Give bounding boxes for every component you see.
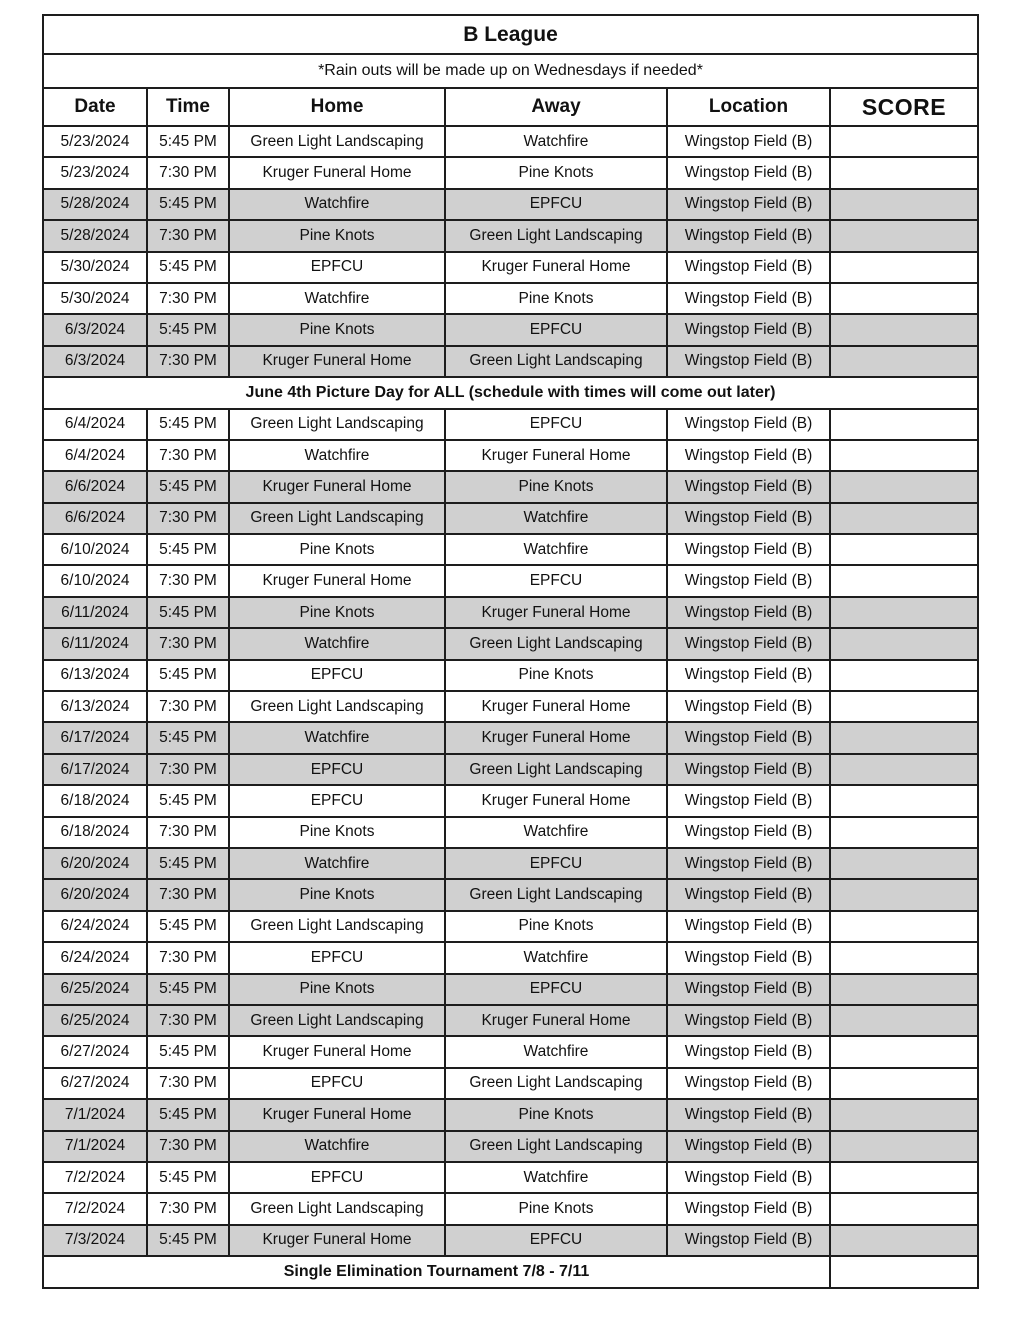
home-cell: Green Light Landscaping (229, 126, 445, 157)
game-row (43, 1036, 978, 1067)
home-cell: Green Light Landscaping (229, 911, 445, 942)
score-cell (830, 754, 978, 785)
away-cell: Pine Knots (445, 157, 667, 188)
away-cell: Watchfire (445, 1162, 667, 1193)
date-cell: 6/11/2024 (43, 628, 147, 659)
time-cell: 7:30 PM (147, 220, 229, 251)
tournament-row (43, 1256, 978, 1288)
title-row (43, 15, 978, 54)
time-cell: 7:30 PM (147, 1131, 229, 1162)
game-row (43, 1225, 978, 1256)
time-cell: 7:30 PM (147, 942, 229, 973)
game-row (43, 597, 978, 628)
location-cell: Wingstop Field (B) (667, 597, 830, 628)
subtitle-row (43, 54, 978, 88)
score-cell (830, 691, 978, 722)
time-cell: 7:30 PM (147, 628, 229, 659)
picture-day-row (43, 377, 978, 408)
home-cell: Watchfire (229, 440, 445, 471)
home-cell: Pine Knots (229, 597, 445, 628)
date-cell: 6/25/2024 (43, 1005, 147, 1036)
time-cell: 7:30 PM (147, 440, 229, 471)
score-cell (830, 817, 978, 848)
location-cell: Wingstop Field (B) (667, 565, 830, 596)
away-cell: EPFCU (445, 409, 667, 440)
away-cell: Pine Knots (445, 283, 667, 314)
location-cell: Wingstop Field (B) (667, 691, 830, 722)
game-row (43, 1099, 978, 1130)
time-cell: 7:30 PM (147, 283, 229, 314)
location-cell: Wingstop Field (B) (667, 879, 830, 910)
score-cell (830, 565, 978, 596)
away-cell: Watchfire (445, 1036, 667, 1067)
time-cell: 7:30 PM (147, 565, 229, 596)
away-cell: Kruger Funeral Home (445, 691, 667, 722)
time-cell: 5:45 PM (147, 785, 229, 816)
date-cell: 7/1/2024 (43, 1099, 147, 1130)
location-cell: Wingstop Field (B) (667, 1225, 830, 1256)
tournament-score-cell (830, 1256, 978, 1288)
location-cell: Wingstop Field (B) (667, 346, 830, 377)
game-row (43, 942, 978, 973)
time-cell: 5:45 PM (147, 1036, 229, 1067)
game-row (43, 189, 978, 220)
score-cell (830, 157, 978, 188)
game-row (43, 1162, 978, 1193)
location-cell: Wingstop Field (B) (667, 503, 830, 534)
away-cell: EPFCU (445, 974, 667, 1005)
date-cell: 6/20/2024 (43, 848, 147, 879)
game-row (43, 409, 978, 440)
date-cell: 6/13/2024 (43, 660, 147, 691)
away-cell: Kruger Funeral Home (445, 785, 667, 816)
column-header-date: Date (43, 88, 147, 126)
score-cell (830, 1162, 978, 1193)
game-row (43, 283, 978, 314)
time-cell: 7:30 PM (147, 157, 229, 188)
time-cell: 5:45 PM (147, 126, 229, 157)
location-cell: Wingstop Field (B) (667, 157, 830, 188)
rainout-note: *Rain outs will be made up on Wednesdays if needed* (43, 54, 978, 88)
date-cell: 7/3/2024 (43, 1225, 147, 1256)
date-cell: 5/23/2024 (43, 126, 147, 157)
home-cell: EPFCU (229, 1162, 445, 1193)
away-cell: Watchfire (445, 534, 667, 565)
date-cell: 7/2/2024 (43, 1193, 147, 1224)
location-cell: Wingstop Field (B) (667, 314, 830, 345)
location-cell: Wingstop Field (B) (667, 1005, 830, 1036)
game-row (43, 220, 978, 251)
score-cell (830, 314, 978, 345)
time-cell: 7:30 PM (147, 503, 229, 534)
game-row (43, 974, 978, 1005)
away-cell: Pine Knots (445, 660, 667, 691)
home-cell: Kruger Funeral Home (229, 1099, 445, 1130)
time-cell: 7:30 PM (147, 691, 229, 722)
location-cell: Wingstop Field (B) (667, 754, 830, 785)
away-cell: Green Light Landscaping (445, 1068, 667, 1099)
away-cell: EPFCU (445, 565, 667, 596)
location-cell: Wingstop Field (B) (667, 534, 830, 565)
score-cell (830, 785, 978, 816)
time-cell: 5:45 PM (147, 252, 229, 283)
game-row (43, 1131, 978, 1162)
home-cell: Green Light Landscaping (229, 691, 445, 722)
home-cell: EPFCU (229, 1068, 445, 1099)
game-row (43, 754, 978, 785)
game-row (43, 157, 978, 188)
time-cell: 5:45 PM (147, 660, 229, 691)
location-cell: Wingstop Field (B) (667, 848, 830, 879)
location-cell: Wingstop Field (B) (667, 440, 830, 471)
home-cell: EPFCU (229, 942, 445, 973)
game-row (43, 722, 978, 753)
score-cell (830, 189, 978, 220)
score-cell (830, 503, 978, 534)
time-cell: 7:30 PM (147, 817, 229, 848)
location-cell: Wingstop Field (B) (667, 660, 830, 691)
home-cell: Kruger Funeral Home (229, 471, 445, 502)
score-cell (830, 974, 978, 1005)
game-row (43, 471, 978, 502)
score-cell (830, 1131, 978, 1162)
away-cell: EPFCU (445, 314, 667, 345)
away-cell: Pine Knots (445, 1099, 667, 1130)
away-cell: Kruger Funeral Home (445, 722, 667, 753)
away-cell: Watchfire (445, 126, 667, 157)
location-cell: Wingstop Field (B) (667, 785, 830, 816)
date-cell: 5/28/2024 (43, 189, 147, 220)
game-row (43, 817, 978, 848)
date-cell: 5/23/2024 (43, 157, 147, 188)
location-cell: Wingstop Field (B) (667, 409, 830, 440)
away-cell: EPFCU (445, 189, 667, 220)
time-cell: 5:45 PM (147, 911, 229, 942)
location-cell: Wingstop Field (B) (667, 1162, 830, 1193)
game-row (43, 126, 978, 157)
score-cell (830, 126, 978, 157)
home-cell: Kruger Funeral Home (229, 157, 445, 188)
time-cell: 5:45 PM (147, 1099, 229, 1130)
time-cell: 7:30 PM (147, 1005, 229, 1036)
score-cell (830, 879, 978, 910)
home-cell: Green Light Landscaping (229, 1193, 445, 1224)
date-cell: 6/18/2024 (43, 817, 147, 848)
date-cell: 6/10/2024 (43, 534, 147, 565)
score-cell (830, 1036, 978, 1067)
time-cell: 5:45 PM (147, 848, 229, 879)
score-cell (830, 722, 978, 753)
location-cell: Wingstop Field (B) (667, 628, 830, 659)
score-cell (830, 597, 978, 628)
time-cell: 7:30 PM (147, 754, 229, 785)
score-cell (830, 346, 978, 377)
game-row (43, 314, 978, 345)
date-cell: 6/20/2024 (43, 879, 147, 910)
date-cell: 6/24/2024 (43, 942, 147, 973)
score-cell (830, 1225, 978, 1256)
time-cell: 5:45 PM (147, 1225, 229, 1256)
date-cell: 6/6/2024 (43, 471, 147, 502)
away-cell: Watchfire (445, 942, 667, 973)
date-cell: 5/30/2024 (43, 283, 147, 314)
date-cell: 6/11/2024 (43, 597, 147, 628)
score-cell (830, 660, 978, 691)
away-cell: Pine Knots (445, 471, 667, 502)
score-cell (830, 440, 978, 471)
time-cell: 5:45 PM (147, 409, 229, 440)
time-cell: 5:45 PM (147, 1162, 229, 1193)
game-row (43, 879, 978, 910)
score-cell (830, 1005, 978, 1036)
home-cell: Green Light Landscaping (229, 1005, 445, 1036)
home-cell: Pine Knots (229, 534, 445, 565)
away-cell: Pine Knots (445, 911, 667, 942)
score-cell (830, 911, 978, 942)
date-cell: 6/6/2024 (43, 503, 147, 534)
game-row (43, 1068, 978, 1099)
location-cell: Wingstop Field (B) (667, 1131, 830, 1162)
header-row (43, 88, 978, 126)
date-cell: 6/17/2024 (43, 722, 147, 753)
home-cell: EPFCU (229, 754, 445, 785)
score-cell (830, 1193, 978, 1224)
home-cell: Green Light Landscaping (229, 409, 445, 440)
score-cell (830, 628, 978, 659)
game-row (43, 534, 978, 565)
away-cell: Kruger Funeral Home (445, 252, 667, 283)
column-header-location: Location (667, 88, 830, 126)
date-cell: 6/3/2024 (43, 346, 147, 377)
time-cell: 7:30 PM (147, 1193, 229, 1224)
score-cell (830, 1068, 978, 1099)
home-cell: Watchfire (229, 1131, 445, 1162)
game-row (43, 660, 978, 691)
home-cell: Pine Knots (229, 879, 445, 910)
score-cell (830, 942, 978, 973)
game-row (43, 503, 978, 534)
home-cell: Watchfire (229, 628, 445, 659)
location-cell: Wingstop Field (B) (667, 817, 830, 848)
column-header-time: Time (147, 88, 229, 126)
time-cell: 5:45 PM (147, 597, 229, 628)
time-cell: 5:45 PM (147, 471, 229, 502)
date-cell: 6/27/2024 (43, 1068, 147, 1099)
column-header-score: SCORE (830, 88, 978, 126)
home-cell: Kruger Funeral Home (229, 346, 445, 377)
date-cell: 6/13/2024 (43, 691, 147, 722)
location-cell: Wingstop Field (B) (667, 722, 830, 753)
away-cell: Green Light Landscaping (445, 628, 667, 659)
home-cell: Green Light Landscaping (229, 503, 445, 534)
column-header-away: Away (445, 88, 667, 126)
game-row (43, 691, 978, 722)
away-cell: Green Light Landscaping (445, 220, 667, 251)
date-cell: 6/18/2024 (43, 785, 147, 816)
away-cell: Kruger Funeral Home (445, 440, 667, 471)
location-cell: Wingstop Field (B) (667, 252, 830, 283)
date-cell: 6/10/2024 (43, 565, 147, 596)
score-cell (830, 848, 978, 879)
picture-day-note: June 4th Picture Day for ALL (schedule with times will come out later) (43, 377, 978, 408)
date-cell: 6/3/2024 (43, 314, 147, 345)
location-cell: Wingstop Field (B) (667, 974, 830, 1005)
location-cell: Wingstop Field (B) (667, 471, 830, 502)
location-cell: Wingstop Field (B) (667, 1068, 830, 1099)
time-cell: 5:45 PM (147, 722, 229, 753)
away-cell: EPFCU (445, 1225, 667, 1256)
away-cell: Kruger Funeral Home (445, 1005, 667, 1036)
home-cell: Pine Knots (229, 817, 445, 848)
away-cell: Kruger Funeral Home (445, 597, 667, 628)
game-row (43, 1193, 978, 1224)
away-cell: EPFCU (445, 848, 667, 879)
location-cell: Wingstop Field (B) (667, 126, 830, 157)
away-cell: Watchfire (445, 817, 667, 848)
away-cell: Watchfire (445, 503, 667, 534)
date-cell: 5/30/2024 (43, 252, 147, 283)
time-cell: 7:30 PM (147, 1068, 229, 1099)
game-row (43, 252, 978, 283)
location-cell: Wingstop Field (B) (667, 283, 830, 314)
date-cell: 7/1/2024 (43, 1131, 147, 1162)
home-cell: EPFCU (229, 660, 445, 691)
home-cell: Watchfire (229, 722, 445, 753)
game-row (43, 911, 978, 942)
location-cell: Wingstop Field (B) (667, 911, 830, 942)
score-cell (830, 252, 978, 283)
time-cell: 7:30 PM (147, 879, 229, 910)
score-cell (830, 283, 978, 314)
away-cell: Green Light Landscaping (445, 346, 667, 377)
game-row (43, 1005, 978, 1036)
score-cell (830, 534, 978, 565)
home-cell: Kruger Funeral Home (229, 1036, 445, 1067)
game-row (43, 565, 978, 596)
time-cell: 5:45 PM (147, 534, 229, 565)
date-cell: 5/28/2024 (43, 220, 147, 251)
game-row (43, 628, 978, 659)
date-cell: 6/25/2024 (43, 974, 147, 1005)
score-cell (830, 1099, 978, 1130)
date-cell: 6/4/2024 (43, 440, 147, 471)
home-cell: Pine Knots (229, 314, 445, 345)
score-cell (830, 409, 978, 440)
time-cell: 7:30 PM (147, 346, 229, 377)
home-cell: Pine Knots (229, 220, 445, 251)
away-cell: Pine Knots (445, 1193, 667, 1224)
home-cell: Watchfire (229, 848, 445, 879)
score-cell (830, 471, 978, 502)
time-cell: 5:45 PM (147, 314, 229, 345)
home-cell: EPFCU (229, 252, 445, 283)
game-row (43, 440, 978, 471)
home-cell: Watchfire (229, 189, 445, 220)
score-cell (830, 220, 978, 251)
tournament-label: Single Elimination Tournament 7/8 - 7/11 (43, 1256, 830, 1288)
location-cell: Wingstop Field (B) (667, 1099, 830, 1130)
game-row (43, 346, 978, 377)
date-cell: 7/2/2024 (43, 1162, 147, 1193)
away-cell: Green Light Landscaping (445, 754, 667, 785)
location-cell: Wingstop Field (B) (667, 1036, 830, 1067)
time-cell: 5:45 PM (147, 974, 229, 1005)
game-row (43, 848, 978, 879)
home-cell: EPFCU (229, 785, 445, 816)
home-cell: Watchfire (229, 283, 445, 314)
time-cell: 5:45 PM (147, 189, 229, 220)
location-cell: Wingstop Field (B) (667, 942, 830, 973)
location-cell: Wingstop Field (B) (667, 220, 830, 251)
column-header-home: Home (229, 88, 445, 126)
schedule-body (43, 126, 978, 1256)
home-cell: Pine Knots (229, 974, 445, 1005)
league-title: B League (43, 15, 978, 54)
game-row (43, 785, 978, 816)
date-cell: 6/17/2024 (43, 754, 147, 785)
home-cell: Kruger Funeral Home (229, 1225, 445, 1256)
league-schedule-table (42, 14, 979, 1289)
location-cell: Wingstop Field (B) (667, 1193, 830, 1224)
home-cell: Kruger Funeral Home (229, 565, 445, 596)
date-cell: 6/27/2024 (43, 1036, 147, 1067)
date-cell: 6/24/2024 (43, 911, 147, 942)
away-cell: Green Light Landscaping (445, 879, 667, 910)
away-cell: Green Light Landscaping (445, 1131, 667, 1162)
location-cell: Wingstop Field (B) (667, 189, 830, 220)
date-cell: 6/4/2024 (43, 409, 147, 440)
